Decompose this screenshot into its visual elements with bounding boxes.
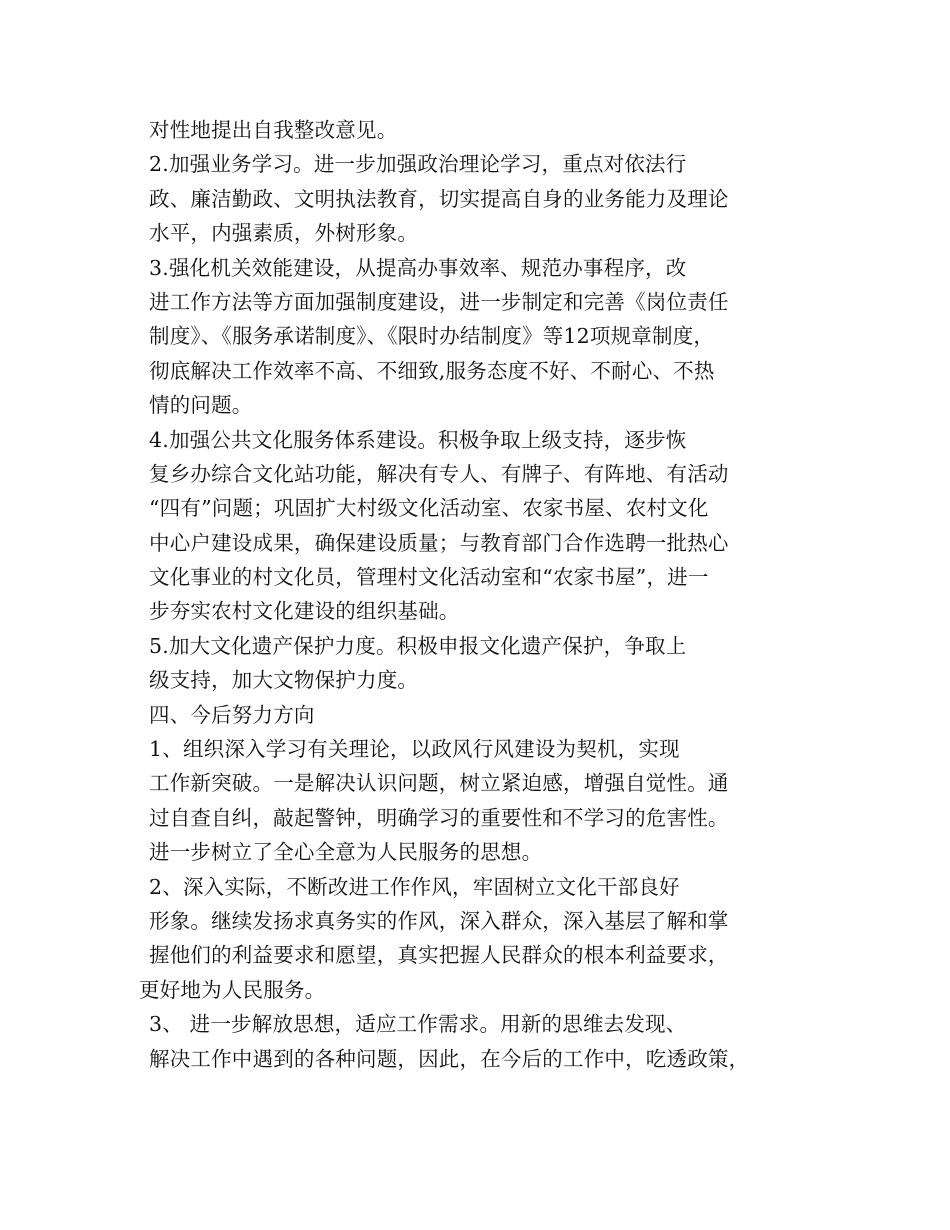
text-line: 4.加强公共文化服务体系建设。积极争取上级支持，逐步恢	[149, 427, 687, 452]
text-line: 政、廉洁勤政、文明执法教育，切实提高自身的业务能力及理论	[149, 186, 729, 211]
text-line: 解决工作中遇到的各种问题，因此，在今后的工作中，吃透政策，	[149, 1046, 750, 1071]
text-line: 对性地提出自我整改意见。	[149, 118, 398, 142]
text-line: 制度》、《服务承诺制度》、《限时办结制度》等12项规章制度，	[149, 324, 715, 349]
text-line: 1、组织深入学习有关理论，以政风行风建设为契机，实现	[149, 737, 680, 762]
text-line: 工作新突破。一是解决认识问题，树立紧迫感，增强自觉性。通	[149, 771, 729, 796]
text-line: 复乡办综合文化站功能，解决有专人、有牌子、有阵地、有活动	[149, 461, 729, 486]
section-heading: 四、今后努力方向	[149, 702, 315, 727]
text-line: 2、深入实际，不断改进工作作风，牢固树立文化干部良好	[149, 874, 680, 899]
text-line: 中心户建设成果，确保建设质量；与教育部门合作选聘一批热心	[149, 530, 729, 555]
text-line: 握他们的利益要求和愿望，真实把握人民群众的根本利益要求，	[149, 943, 729, 968]
text-line: 彻底解决工作效率不高、不细致,服务态度不好、不耐心、不热	[149, 358, 715, 383]
text-line: 级支持，加大文物保护力度。	[149, 668, 419, 693]
text-line: 形象。继续发扬求真务实的作风，深入群众，深入基层了解和掌	[149, 908, 729, 933]
text-line: 情的问题。	[149, 393, 253, 418]
text-line: 5.加大文化遗产保护力度。积极申报文化遗产保护，争取上	[149, 633, 687, 658]
text-line: 进一步树立了全心全意为人民服务的思想。	[149, 840, 543, 865]
text-line: 2.加强业务学习。进一步加强政治理论学习，重点对依法行	[149, 152, 687, 177]
document-body	[139, 113, 819, 1076]
text-line: 3.强化机关效能建设，从提高办事效率、规范办事程序，改	[149, 255, 687, 280]
text-line: 过自查自纠，敲起警钟，明确学习的重要性和不学习的危害性。	[149, 805, 729, 830]
text-line: 进工作方法等方面加强制度建设，进一步制定和完善《岗位责任	[149, 289, 729, 314]
text-line: “四有”问题；巩固扩大村级文化活动室、农家书屋、农村文化	[149, 496, 709, 521]
text-line: 更好地为人民服务。	[139, 977, 326, 1002]
text-line: 水平，内强素质，外树形象。	[149, 221, 419, 246]
text-line: 文化事业的村文化员，管理村文化活动室和“农家书屋”，进一	[149, 565, 709, 590]
text-line: 3、 进一步解放思想，适应工作需求。用新的思维去发现、	[149, 1012, 687, 1037]
text-line: 步夯实农村文化建设的组织基础。	[149, 599, 460, 624]
